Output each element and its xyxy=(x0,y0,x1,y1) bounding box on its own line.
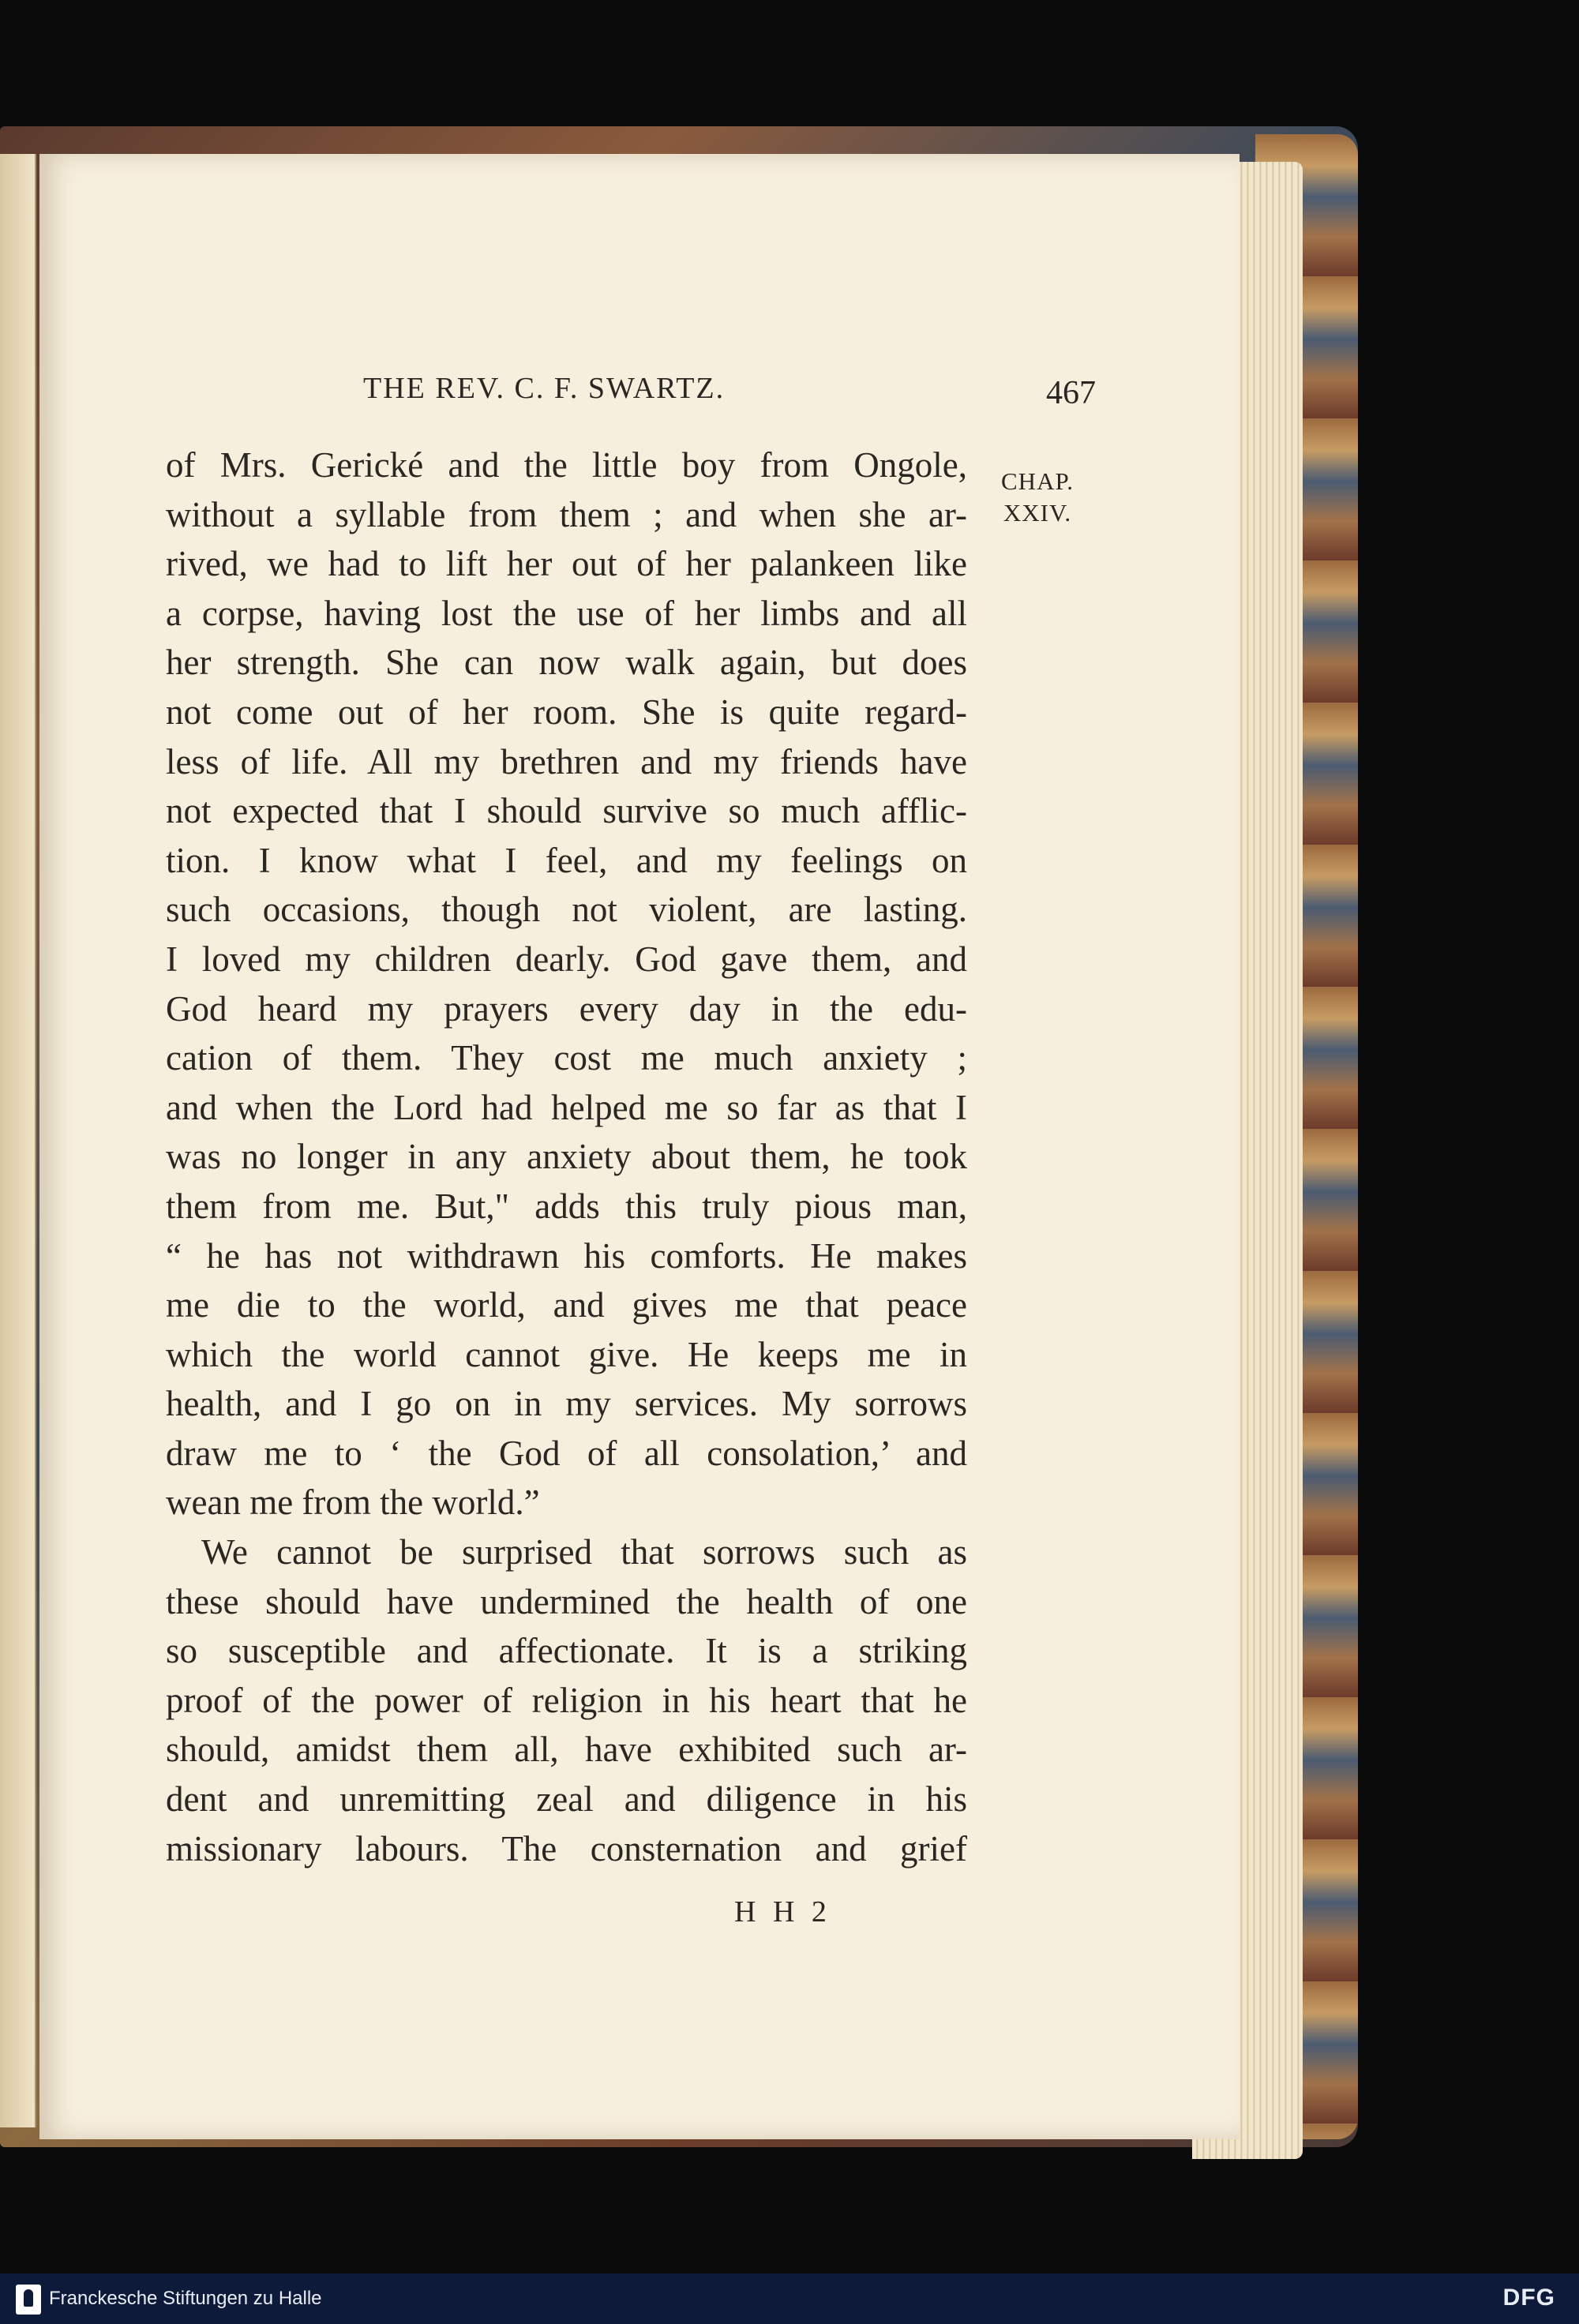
text-line: them from me. But," adds this truly pious man, xyxy=(166,1186,967,1226)
text-line: rived, we had to lift her out of her palankeen like xyxy=(166,544,967,584)
text-line: less of life. All my brethren and my friends have xyxy=(166,741,967,782)
dfg-logo: DFG xyxy=(1502,2285,1555,2311)
text-line: of Mrs. Gerické and the little boy from Ongole, xyxy=(166,445,967,485)
text-line: We cannot be surprised that sorrows such as xyxy=(201,1532,967,1572)
viewer-footer xyxy=(0,2273,1579,2324)
text-line: tion. I know what I feel, and my feelings on xyxy=(166,840,967,880)
text-line: proof of the power of religion in his heart that he xyxy=(166,1680,967,1720)
institution-name: Franckesche Stiftungen zu Halle xyxy=(49,2288,322,2309)
text-line: these should have undermined the health of one xyxy=(166,1581,967,1621)
text-line: a corpse, having lost the use of her limbs and all xyxy=(166,593,967,633)
text-line: wean me from the world.” xyxy=(166,1482,540,1523)
running-head: THE REV. C. F. SWARTZ. xyxy=(363,372,726,405)
text-line: God heard my prayers every day in the edu- xyxy=(166,988,967,1029)
text-line: without a syllable from them ; and when she ar- xyxy=(166,494,967,534)
text-line: health, and I go on in my services. My sorrows xyxy=(166,1384,967,1424)
text-line: missionary labours. The consternation and grief xyxy=(166,1828,967,1869)
text-line: should, amidst them all, have exhibited such ar- xyxy=(166,1730,967,1770)
text-line: dent and unremitting zeal and diligence in his xyxy=(166,1779,967,1820)
margin-note-chap: CHAP. xyxy=(1001,467,1075,495)
text-line: not come out of her room. She is quite regard- xyxy=(166,692,967,732)
body-text xyxy=(166,440,967,1873)
page-number: 467 xyxy=(1046,375,1096,411)
text-line: her strength. She can now walk again, but does xyxy=(166,643,967,683)
institution-logo-icon xyxy=(16,2285,41,2315)
text-line: which the world cannot give. He keeps me in xyxy=(166,1334,967,1374)
text-line: not expected that I should survive so much afflic- xyxy=(166,791,967,831)
text-line: me die to the world, and gives me that peace xyxy=(166,1285,967,1325)
text-line: draw me to ‘ the God of all consolation,’ and xyxy=(166,1433,967,1473)
facing-page-edge xyxy=(0,154,36,2127)
signature-mark: H H 2 xyxy=(734,1895,831,1929)
text-line: cation of them. They cost me much anxiety ; xyxy=(166,1038,967,1078)
text-line: I loved my children dearly. God gave them, and xyxy=(166,939,967,979)
text-line: so susceptible and affectionate. It is a striking xyxy=(166,1631,967,1671)
text-line: was no longer in any anxiety about them, he took xyxy=(166,1137,967,1177)
chapter-margin-note xyxy=(1001,466,1074,529)
margin-note-number: XXIV. xyxy=(1003,499,1072,527)
text-line: “ he has not withdrawn his comforts. He makes xyxy=(166,1235,967,1276)
text-line: and when the Lord had helped me so far as that I xyxy=(166,1087,967,1127)
text-line: such occasions, though not violent, are lasting. xyxy=(166,890,967,930)
